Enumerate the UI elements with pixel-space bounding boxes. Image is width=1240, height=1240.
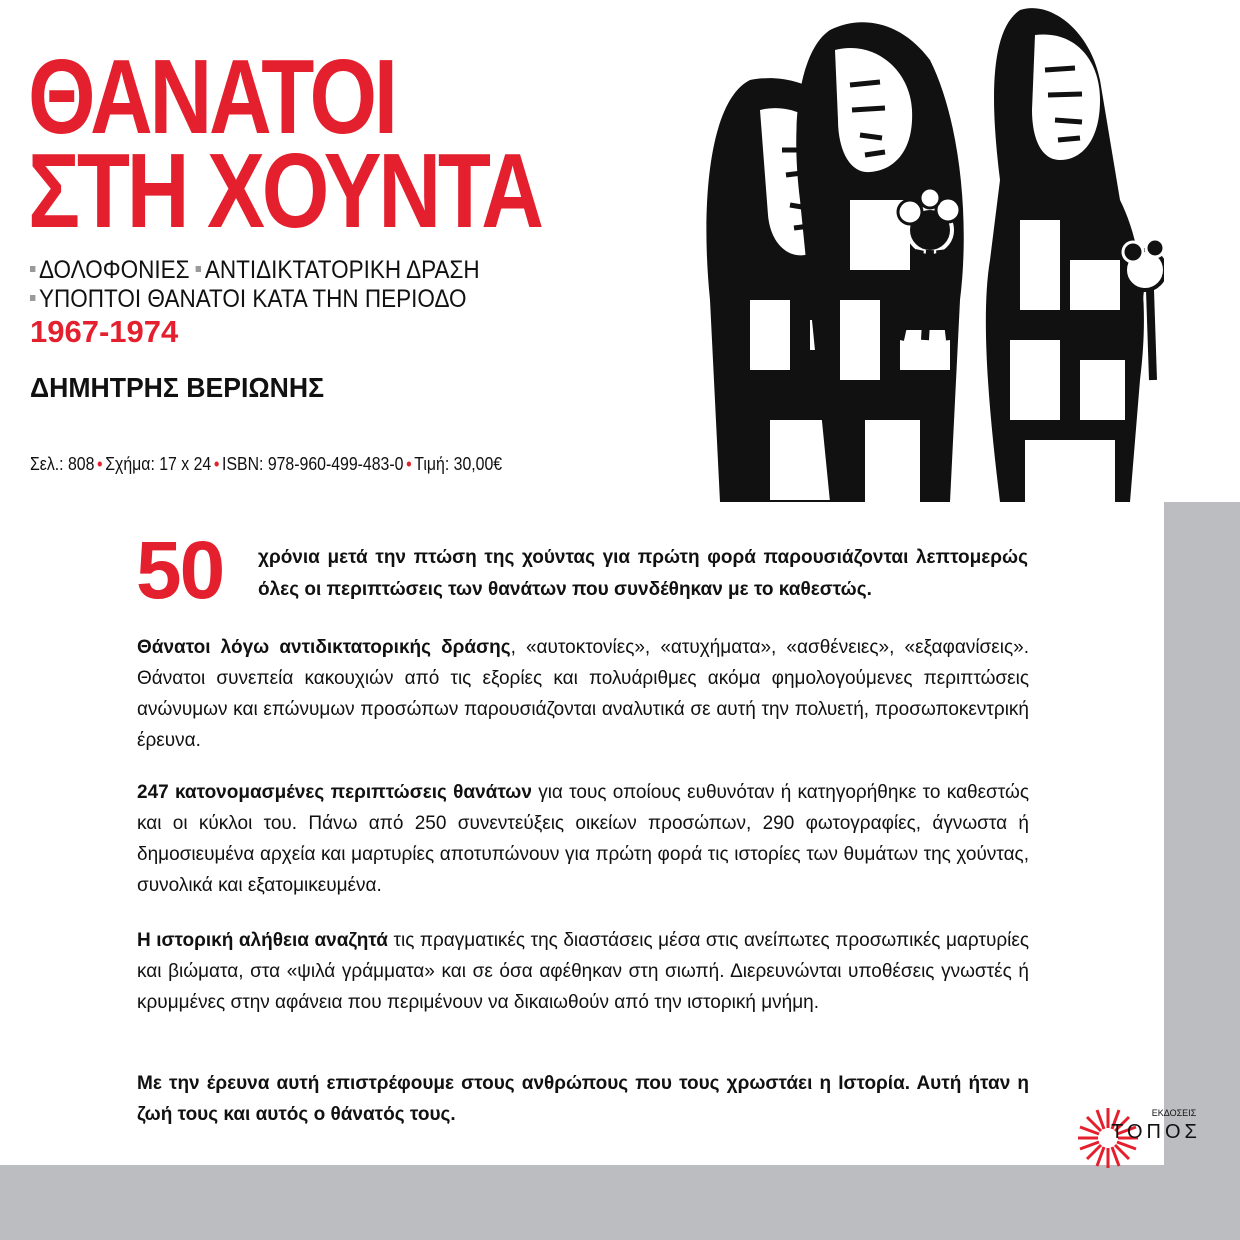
author-name: ΔΗΜΗΤΡΗΣ ΒΕΡΙΩΝΗΣ [30,372,325,403]
paragraph-1-text: , «αυτοκτονίες», «ατυχήματα», «ασθένειες», «εξαφανίσεις». Θάνατοι συνεπεία κακουχιών από τις εξορίες και πολυάριθμες ακόμα φημολογούμενες περιπτώσεις ανώνυμων και επώνυμων προσώπων παρουσιάζονται αναλυτικά σε αυτή την πολυετή, προσωποκεντρική έρευνα. [137,637,1029,751]
spec-price: Τιμή: 30,00€ [414,454,503,474]
separator-dot-icon: • [213,454,220,474]
book-specs [30,454,502,475]
publisher-small-label: ΕΚΔΟΣΕΙΣ [1151,1108,1197,1118]
paragraph-4: Με την έρευνα αυτή επιστρέφουμε στους ανθρώπους που τους χρωστάει η Ιστορία. Αυτή ήταν η ζωή τους και αυτός ο θάνατός τους. [137,1073,1029,1125]
paragraph-3-text: τις πραγματικές της διαστάσεις μέσα στις ανείπωτες προσωπικές μαρτυρίες και βιώματα, στα «ψιλά γράμματα» και σε όσα αφέθηκαν στη σιωπή. Διερευνώνται υποθέσεις γνωστές ή κρυμμένες στην αφάνεια που περιμένουν να δικαιωθούν από την ιστορική μνήμη. [137,930,1029,1013]
publisher-name: ΤΟΠΟΣ [1111,1121,1201,1143]
subtitle-item-1: ΔΟΛΟΦΟΝΙΕΣ [39,256,190,284]
square-bullet-icon [30,266,35,272]
subtitle-block [30,256,480,314]
woodcut-women-illustration-icon [690,0,1164,502]
big-number: 50 [136,525,224,616]
paragraph-2-text: για τους οποίους ευθυνόταν ή κατηγορήθηκε το καθεστώς και οι κύκλοι του. Πάνω από 250 συνεντεύξεις οικείων προσώπων, 290 φωτογραφίες, άγνωστα ή δημοσιευμένα αρχεία και μαρτυρίες αποτυπώνουν για πρώτη φορά τις ιστορίες των θυμάτων της χούντας, συνολικά και εξατομικευμένα. [137,782,1029,896]
subtitle-item-2: ΑΝΤΙΔΙΚΤΑΤΟΡΙΚΗ ΔΡΑΣΗ [204,256,480,284]
paragraph-3-bold: Η ιστορική αλήθεια αναζητά [137,930,388,951]
spec-format: Σχήμα: 17 x 24 [105,454,212,474]
subtitle-item-3: ΥΠΟΠΤΟΙ ΘΑΝΑΤΟΙ ΚΑΤΑ ΤΗΝ ΠΕΡΙΟΔΟ [39,285,467,313]
publisher-logo [1070,1100,1210,1180]
paragraph-2-bold: 247 κατονομασμένες περιπτώσεις θανάτων [137,782,532,803]
paragraph-3 [137,925,1029,1018]
paragraph-2 [137,777,1029,901]
gray-bottom-band [0,1165,1240,1240]
spec-pages: Σελ.: 808 [30,454,95,474]
period-years: 1967-1974 [30,314,179,349]
paragraph-1-bold: Θάνατοι λόγω αντιδικτατορικής δράσης [137,637,511,658]
spec-isbn: ISBN: 978-960-499-483-0 [222,454,404,474]
square-bullet-icon [30,295,35,301]
title-line-2: ΣΤΗ ΧΟΥΝΤΑ [28,132,541,250]
lead-paragraph: χρόνια μετά την πτώση της χούντας για πρώτη φορά παρουσιάζονται λεπτομερώς όλες οι περιπτώσεις των θανάτων που συνδέθηκαν με το καθεστώς. [258,547,1028,600]
title-line-1: ΘΑΝΑΤΟΙ [28,38,395,156]
woman-right-figure [986,8,1164,502]
paragraph-1 [137,632,1029,756]
book-title [28,38,541,250]
subtitle-line-2 [30,285,480,314]
subtitle-line-1 [30,256,480,285]
separator-dot-icon: • [97,454,103,474]
square-bullet-icon [196,266,201,272]
separator-dot-icon: • [406,454,412,474]
